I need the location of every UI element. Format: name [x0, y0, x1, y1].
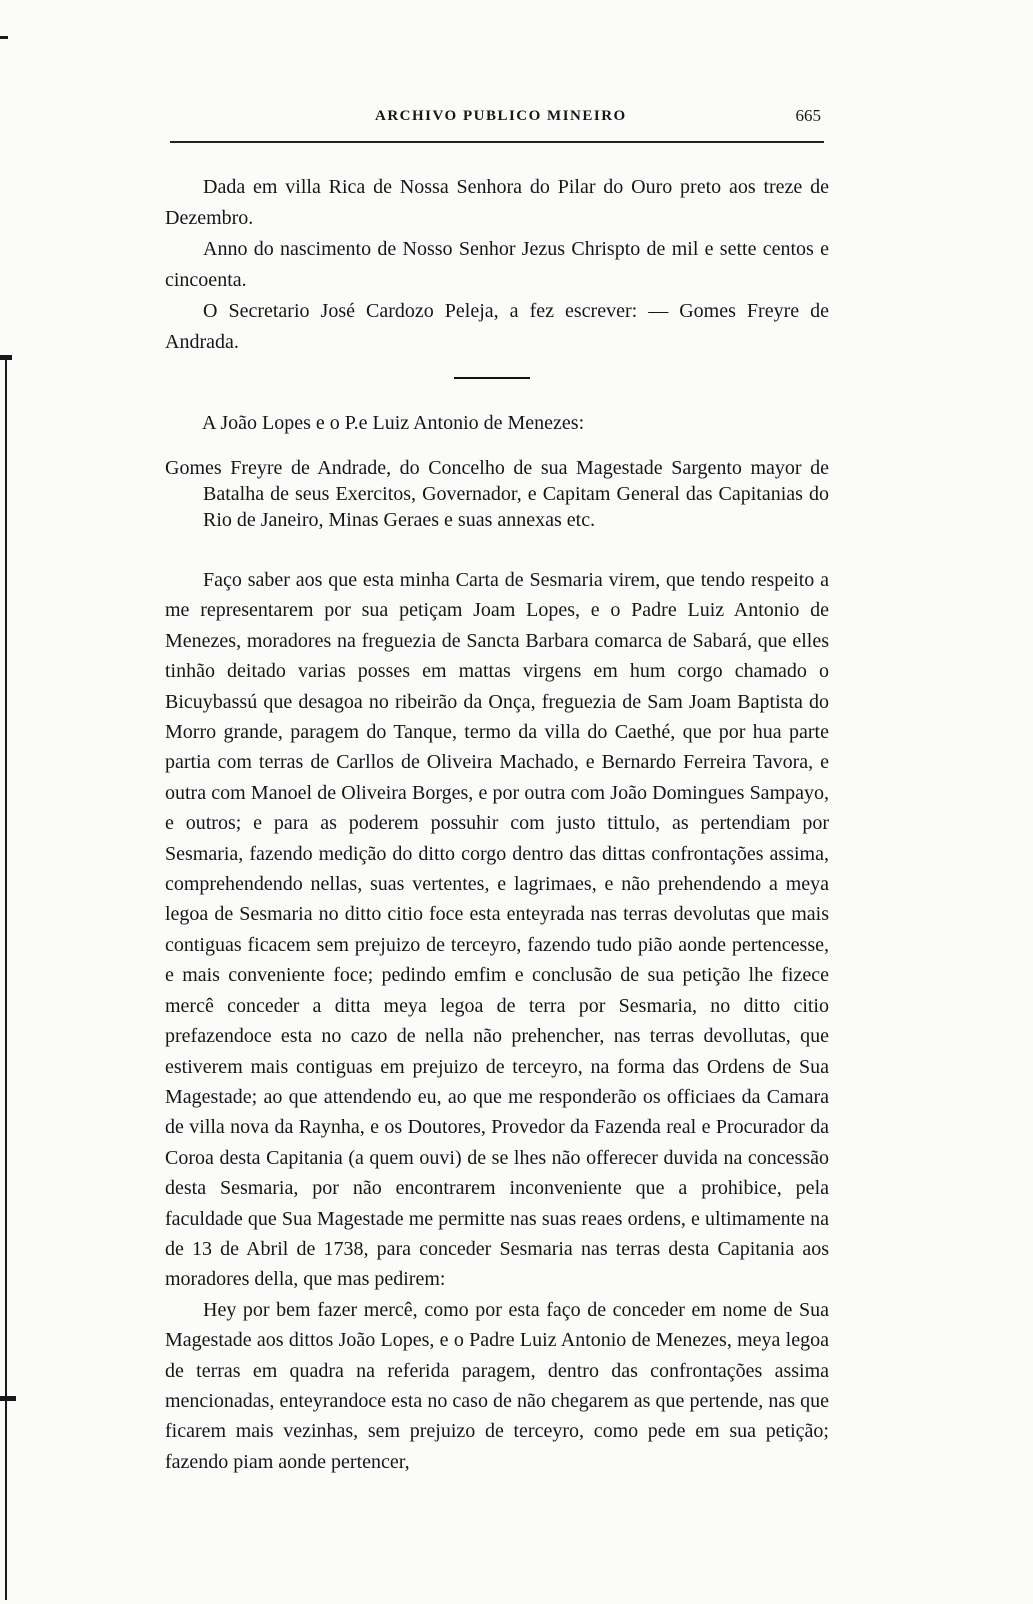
scan-edge-line	[5, 360, 7, 1600]
governor-title-block: Gomes Freyre de Andrade, do Concelho de sua Magestade Sargento mayor de Batalha de seus Exercitos, Governador, e Capitam General das Capitanias do Rio de Janeiro, Minas Geraes e suas annexas etc.	[165, 457, 829, 531]
scan-edge-mark	[0, 36, 8, 39]
page-number: 665	[795, 106, 821, 125]
body-block	[165, 565, 829, 1477]
section-separator	[454, 377, 530, 379]
body-paragraph: Hey por bem fazer mercê, como por esta faço de conceder em nome de Sua Magestade aos dittos João Lopes, e o Padre Luiz Antonio de Menezes, meya legoa de terras em quadra na referida paragem, dentro das confrontações assima mencionadas, enteyrandoce esta no caso de não chegarem as que pertende, nas que ficarem mais vezinhas, sem prejuizo de terceyro, como pede em sua petição; fazendo piam aonde pertencer,	[165, 1298, 829, 1473]
scan-edge-mark	[0, 355, 12, 360]
year-paragraph: Anno do nascimento de Nosso Senhor Jezus Chrispto de mil e sette centos e cincoenta.	[165, 238, 829, 291]
signature-paragraph: O Secretario José Cardozo Peleja, a fez escrever: — Gomes Freyre de Andrada.	[165, 300, 829, 353]
running-title: ARCHIVO PUBLICO MINEIRO	[375, 108, 627, 124]
dating-paragraph: Dada em villa Rica de Nossa Senhora do Pilar do Ouro preto aos treze de Dezembro.	[165, 176, 829, 229]
salutation: A João Lopes e o P.e Luiz Antonio de Menezes:	[202, 412, 585, 434]
scan-edge-mark	[0, 1396, 16, 1401]
header-rule	[170, 141, 824, 143]
closing-block	[165, 172, 829, 358]
page-header	[165, 106, 825, 132]
body-paragraph: Faço saber aos que esta minha Carta de Sesmaria virem, que tendo respeito a me representarem por sua petiçam Joam Lopes, e o Padre Luiz Antonio de Menezes, moradores na freguezia de Sancta Barbara comarca de Sabará, que elles tinhão deitado varias posses em mattas virgens em hum corgo chamado o Bicuybassú que desagoa no ribeirão da Onça, freguezia de Sam Joam Baptista do Morro grande, paragem do Tanque, termo da villa do Caethé, que por hua parte partia com terras de Carllos de Oliveira Machado, e Bernardo Ferreira Tavora, e outra com Manoel de Oliveira Borges, e por outra com João Domingues Sampayo, e outros; e para as poderem possuhir com justo tittulo, as pertendiam por Sesmaria, fazendo medição do ditto corgo dentro das dittas confrontações assima, comprehendendo nellas, suas vertentes, e lagrimaes, e não prehendendo a meya legoa de Sesmaria no ditto citio foce esta enteyrada nas terras devolutas que mais contiguas ficacem sem prejuizo de terceyro, fazendo tudo pião aonde pertencesse, e mais conveniente foce; pedindo emfim e conclusão de sua petição lhe fizece mercê conceder a ditta meya legoa de terra por Sesmaria, no ditto citio prefazendoce esta no cazo de nella não prehencher, nas terras devollutas, que estiverem mais contiguas em prejuizo de terceyro, na forma das Ordens de Sua Magestade; ao que attendendo eu, ao que me responderão os officiaes da Camara de villa nova da Raynha, e os Doutores, Provedor da Fazenda real e Procurador da Coroa desta Capitania (a quem ouvi) de se lhes não offerecer duvida na concessão desta Sesmaria, por não encontrarem inconveniente que a prohibice, pela faculdade que Sua Magestade me permitte nas suas reaes ordens, e ultimamente na de 13 de Abril de 1738, para conceder Sesmaria nas terras desta Capitania aos moradores della, que mas pedirem:	[165, 569, 829, 1291]
